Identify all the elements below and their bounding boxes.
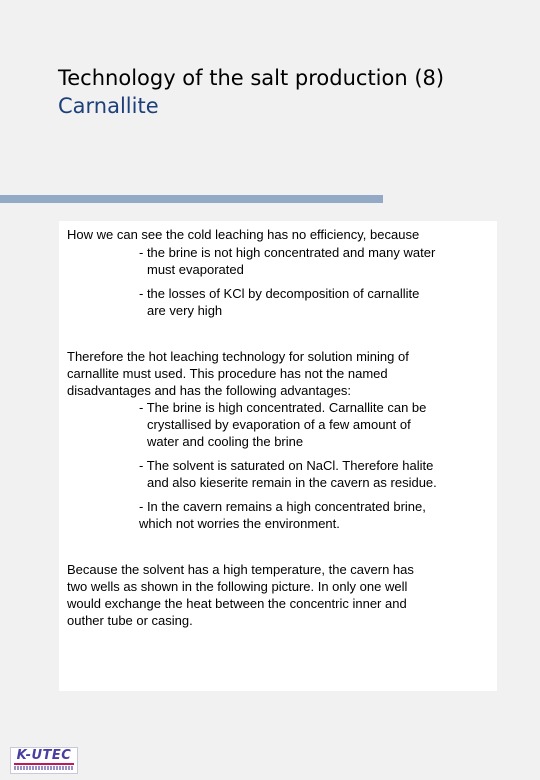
advantage-line: and also kieserite remain in the cavern as residue. xyxy=(147,475,437,490)
reason-line: - the brine is not high concentrated and many water xyxy=(139,245,436,260)
advantage-line: - The brine is high concentrated. Carnallite can be xyxy=(139,400,427,415)
title-heading: Technology of the salt production (8) xyxy=(58,66,445,90)
reason-line: - the losses of KCl by decomposition of carnallite xyxy=(139,286,420,301)
content-panel xyxy=(59,221,497,691)
paragraph-line: Because the solvent has a high temperature, the cavern has xyxy=(67,562,414,577)
advantage-line: crystallised by evaporation of a few amount of xyxy=(147,417,411,432)
advantage-line: which not worries the environment. xyxy=(139,516,340,531)
paragraph-line: disadvantages and has the following advantages: xyxy=(67,383,352,398)
intro-paragraph: How we can see the cold leaching has no efficiency, because xyxy=(67,227,420,242)
advantage-line: - In the cavern remains a high concentrated brine, xyxy=(139,499,426,514)
logo-subtitle-mark xyxy=(14,766,74,770)
advantage-item xyxy=(139,498,492,532)
advantage-line: water and cooling the brine xyxy=(147,434,304,449)
slide-title xyxy=(58,64,528,120)
paragraph-line: carnallite must used. This procedure has not the named xyxy=(67,366,388,381)
paragraph-line: would exchange the heat between the concentric inner and xyxy=(67,596,407,611)
advantage-item xyxy=(139,399,492,450)
advantage-line: - The solvent is saturated on NaCl. Therefore halite xyxy=(139,458,434,473)
logo-text: K-UTEC xyxy=(16,748,72,763)
advantage-item xyxy=(139,457,492,491)
k-utec-logo xyxy=(10,747,78,774)
logo-accent-bar xyxy=(14,763,74,765)
reason-line: are very high xyxy=(147,303,223,318)
reason-item xyxy=(139,285,492,319)
reason-line: must evaporated xyxy=(147,262,244,277)
paragraph-line: two wells as shown in the following picture. In only one well xyxy=(67,579,408,594)
paragraph-line: outher tube or casing. xyxy=(67,613,193,628)
reason-item xyxy=(139,244,492,278)
closing-paragraph xyxy=(67,561,492,629)
title-subheading: Carnallite xyxy=(58,94,159,118)
therefore-paragraph xyxy=(67,348,492,399)
paragraph-line: Therefore the hot leaching technology for solution mining of xyxy=(67,349,409,364)
title-divider-bar xyxy=(0,195,383,203)
content-text xyxy=(67,221,492,629)
